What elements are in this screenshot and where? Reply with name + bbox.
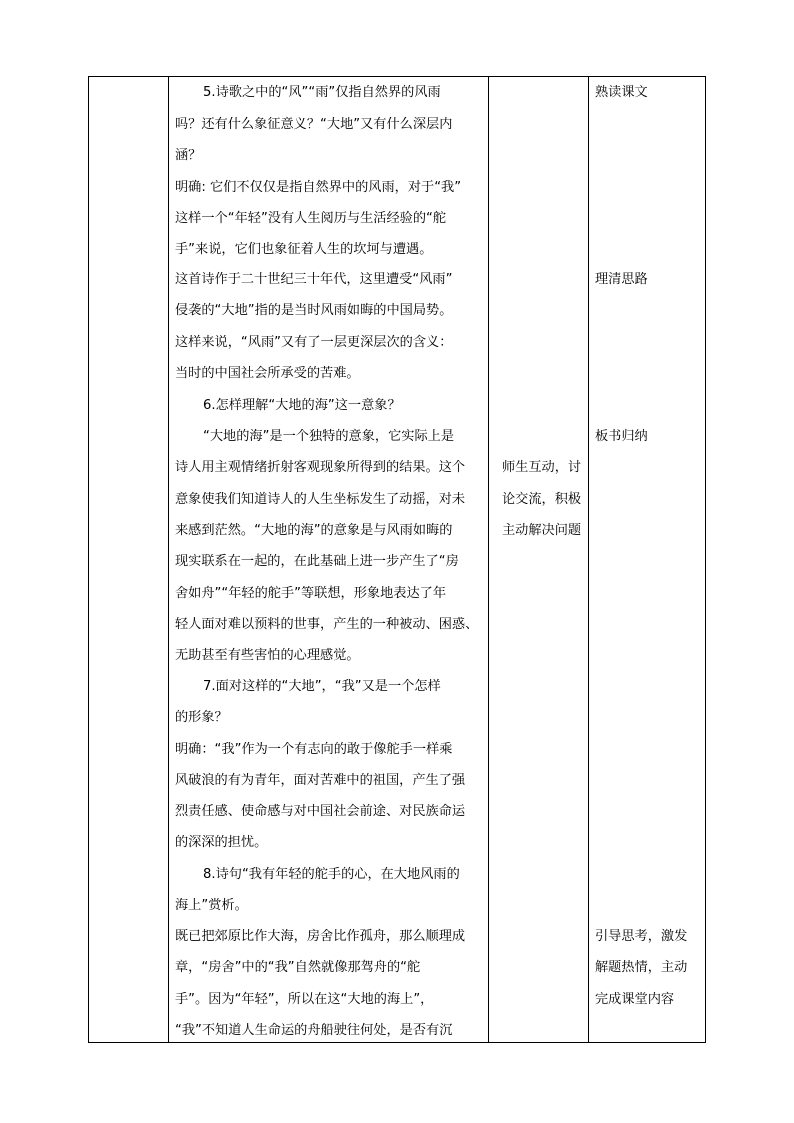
intent-item: 熟读课文: [595, 85, 648, 100]
content-line: 明确: 它们不仅仅是指自然界中的风雨，对于“我”: [175, 180, 462, 195]
intent-item: 引导思考，激发: [595, 929, 688, 944]
content-line: 涵？: [175, 148, 202, 163]
content-line: 手”。因为“年轻”，所以在这“大地的海上”，: [175, 992, 434, 1007]
design-intent-column: [589, 77, 706, 1042]
content-line: “我”不知道人生命运的舟船驶往何处，是否有沉: [175, 1023, 453, 1038]
content-line: 7.面对这样的“大地”，“我”又是一个怎样: [203, 679, 441, 694]
content-line: 轻人面对难以预料的世事，产生的一种被动、困惑、: [175, 617, 479, 632]
content-line: 舍如舟”“年轻的舵手”等联想，形象地表达了年: [175, 586, 447, 601]
content-line: 无助甚至有些害怕的心理感觉。: [175, 648, 360, 663]
content-line: “大地的海”是一个独特的意象，它实际上是: [203, 429, 455, 444]
lesson-table: [88, 76, 706, 1043]
stage-column: [89, 77, 168, 1042]
content-line: 5.诗歌之中的“风”“雨”仅指自然界的风雨: [203, 85, 441, 100]
content-line: 既已把郊原比作大海，房舍比作孤舟，那么顺理成: [175, 929, 466, 944]
content-line: 来感到茫然。“大地的海”的意象是与风雨如晦的: [175, 523, 453, 538]
content-line: 现实联系在一起的，在此基础上进一步产生了“房: [175, 554, 459, 569]
content-line: 这样来说，“风雨”又有了一层更深层次的含义：: [175, 335, 453, 350]
content-line: 意象使我们知道诗人的人生坐标发生了动摇，对未: [175, 492, 466, 507]
content-line: 诗人用主观情绪折射客观现象所得到的结果。这个: [175, 460, 466, 475]
content-line: 这样一个“年轻”没有人生阅历与生活经验的“舵: [175, 211, 447, 226]
content-line: 的形象？: [175, 710, 228, 725]
content-line: 明确：“我”作为一个有志向的敢于像舵手一样乘: [175, 742, 453, 757]
content-line: 这首诗作于二十世纪三十年代，这里遭受“风雨”: [175, 272, 453, 287]
content-line: 8.诗句“我有年轻的舵手的心，在大地风雨的: [203, 867, 460, 882]
content-line: 风破浪的有为青年，面对苦难中的祖国，产生了强: [175, 773, 466, 788]
intent-item: 板书归纳: [595, 429, 648, 444]
content-line: 吗？还有什么象征意义？“大地”又有什么深层内: [175, 117, 453, 132]
student-activity-column: [489, 77, 588, 1042]
intent-item: 理清思路: [595, 272, 648, 287]
content-line: 的深深的担忧。: [175, 835, 268, 850]
intent-item: 解题热情，主动: [595, 960, 688, 975]
content-line: 6.怎样理解“大地的海”这一意象？: [203, 398, 401, 413]
teaching-content-column: [169, 77, 488, 1042]
activity-line: 论交流，积极: [502, 492, 582, 507]
intent-item: 完成课堂内容: [595, 992, 675, 1007]
content-line: 烈责任感、使命感与对中国社会前途、对民族命运: [175, 804, 466, 819]
content-line: 当时的中国社会所承受的苦难。: [175, 366, 360, 381]
activity-line: 主动解决问题: [502, 523, 582, 538]
content-line: 章，“房舍”中的“我”自然就像那驾舟的“舵: [175, 960, 421, 975]
content-line: 手”来说，它们也象征着人生的坎坷与遭遇。: [175, 242, 433, 257]
activity-line: 师生互动，讨: [502, 460, 582, 475]
content-line: 海上”赏析。: [175, 898, 248, 913]
content-line: 侵袭的“大地”指的是当时风雨如晦的中国局势。: [175, 303, 453, 318]
